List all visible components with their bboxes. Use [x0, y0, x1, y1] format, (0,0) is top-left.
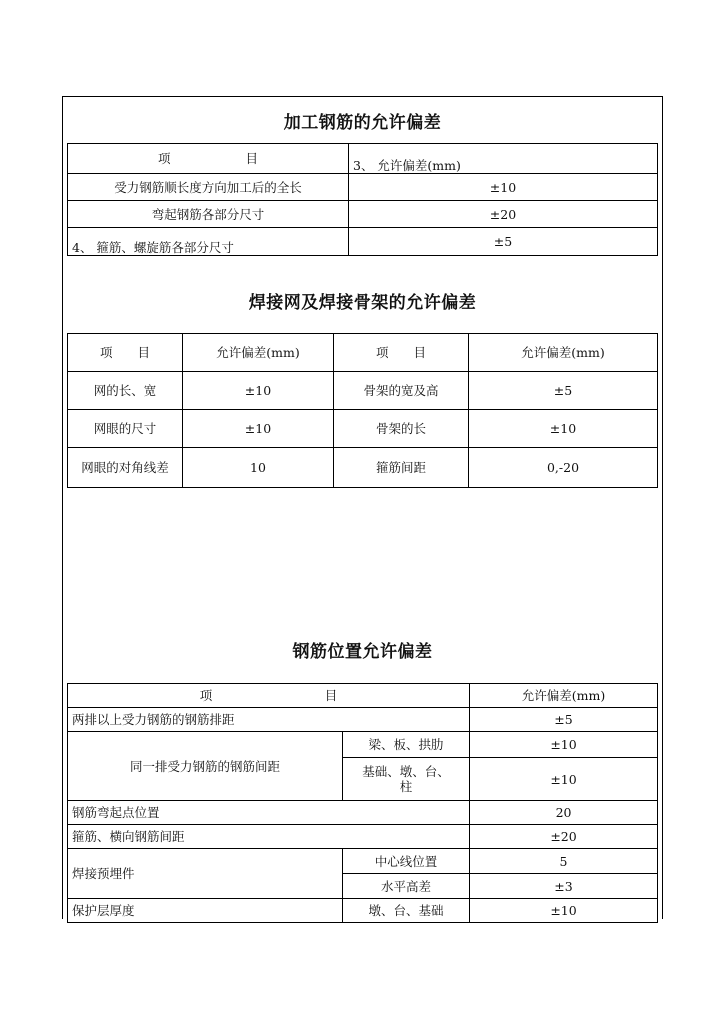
- section2-title: 焊接网及焊接骨架的允许偏差: [248, 293, 477, 313]
- section2-cell: ±5: [469, 372, 658, 410]
- section2-header-item1: 项 目: [68, 334, 183, 372]
- section3-row-sub: 墩、台、基础: [343, 899, 470, 923]
- section3-row-value: ±10: [470, 732, 658, 758]
- section1-table: [67, 143, 658, 256]
- section2-cell: 网眼的尺寸: [68, 410, 183, 448]
- section3-row-item: 保护层厚度: [68, 899, 343, 923]
- section3-row-value: ±5: [470, 708, 658, 732]
- section3-row-sub: 梁、板、拱肋: [343, 732, 470, 758]
- section1-row-value: ±20: [349, 201, 658, 228]
- section2-header-item2: 项 目: [334, 334, 469, 372]
- section3-row-value: 20: [470, 801, 658, 825]
- section3-row-item: 钢筋弯起点位置: [68, 801, 470, 825]
- section1-title: 加工钢筋的允许偏差: [283, 113, 442, 133]
- section2-cell: 骨架的宽及高: [334, 372, 469, 410]
- section1-header-tolerance: 3、 允许偏差(mm): [349, 144, 658, 174]
- section3-title: 钢筋位置允许偏差: [292, 642, 433, 662]
- section2-header-tol2: 允许偏差(mm): [469, 334, 658, 372]
- section1-row-value: ±10: [349, 174, 658, 201]
- section3-table: [67, 683, 658, 923]
- section3-row-item: 同一排受力钢筋的钢筋间距: [68, 732, 343, 801]
- section3-row-item: 箍筋、横向钢筋间距: [68, 825, 470, 849]
- section2-cell: 0,-20: [469, 448, 658, 488]
- section2-cell: 骨架的长: [334, 410, 469, 448]
- section3-header-tolerance: 允许偏差(mm): [470, 684, 658, 708]
- section2-cell: ±10: [183, 410, 334, 448]
- section3-row-value: 5: [470, 849, 658, 874]
- section2-cell: 网眼的对角线差: [68, 448, 183, 488]
- section2-cell: ±10: [469, 410, 658, 448]
- section2-cell: 网的长、宽: [68, 372, 183, 410]
- section3-row-sub: 基础、墩、台、柱: [343, 758, 470, 801]
- section3-row-value: ±10: [470, 899, 658, 923]
- section2-cell: 10: [183, 448, 334, 488]
- section2-header-tol1: 允许偏差(mm): [183, 334, 334, 372]
- section1-row-item: 弯起钢筋各部分尺寸: [68, 201, 349, 228]
- section1-row-item: 4、 箍筋、螺旋筋各部分尺寸: [68, 228, 349, 256]
- section1-header-item: 项 目: [68, 144, 349, 174]
- section3-row-sub: 中心线位置: [343, 849, 470, 874]
- section2-cell: ±10: [183, 372, 334, 410]
- section3-row-item: 焊接预埋件: [68, 849, 343, 899]
- section3-row-value: ±10: [470, 758, 658, 801]
- section3-row-value: ±3: [470, 874, 658, 899]
- section1-row-value: ±5: [349, 228, 658, 256]
- section3-header-item: 项 目: [68, 684, 470, 708]
- section2-table: [67, 333, 658, 488]
- section3-row-value: ±20: [470, 825, 658, 849]
- section3-row-item: 两排以上受力钢筋的钢筋排距: [68, 708, 470, 732]
- section2-cell: 箍筋间距: [334, 448, 469, 488]
- section1-row-item: 受力钢筋顺长度方向加工后的全长: [68, 174, 349, 201]
- section3-row-sub: 水平高差: [343, 874, 470, 899]
